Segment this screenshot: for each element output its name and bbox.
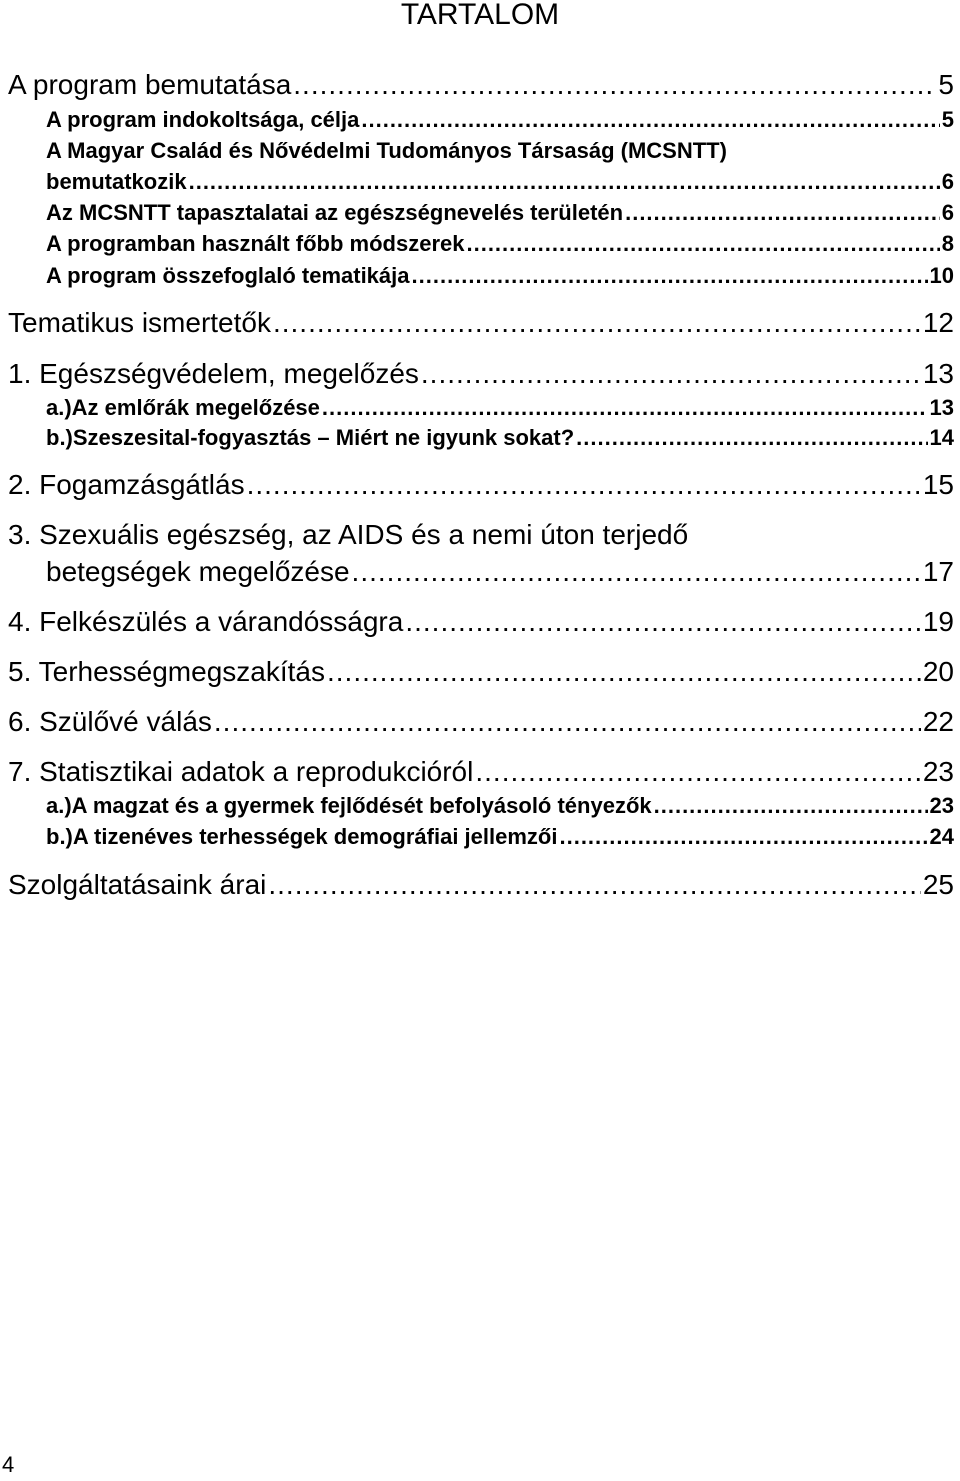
toc-entry[interactable] bbox=[46, 199, 954, 227]
toc-leader-dots bbox=[576, 424, 927, 452]
toc-leader-dots bbox=[327, 655, 921, 689]
toc-entry[interactable] bbox=[8, 755, 954, 789]
toc-entry-label: A programban használt főbb módszerek bbox=[46, 231, 465, 256]
toc-entry[interactable] bbox=[8, 868, 954, 902]
toc-leader-dots bbox=[466, 230, 939, 258]
toc-entry-page: 6 bbox=[941, 169, 954, 194]
toc-entry-page: 6 bbox=[941, 200, 954, 225]
toc-entry[interactable] bbox=[8, 68, 954, 102]
toc-entry[interactable] bbox=[8, 705, 954, 739]
toc-entry-label: b.)A tizenéves terhességek demográfiai jellemzői bbox=[46, 824, 558, 849]
toc-entry[interactable] bbox=[46, 555, 954, 589]
toc-entry-label-line1: A Magyar Család és Nővédelmi Tudományos Társaság (MCSNTT) bbox=[46, 138, 727, 163]
toc-leader-dots bbox=[352, 555, 921, 589]
toc-entry-page: 8 bbox=[941, 231, 954, 256]
toc-entry[interactable] bbox=[46, 792, 954, 820]
toc-leader-dots bbox=[214, 705, 921, 739]
toc-leader-dots bbox=[293, 68, 936, 102]
toc-entry-page: 13 bbox=[922, 358, 954, 389]
toc-entry[interactable] bbox=[8, 357, 954, 391]
toc-entry-label: 6. Szülővé válás bbox=[8, 706, 212, 737]
toc-leader-dots bbox=[268, 868, 920, 902]
toc-entry-page: 17 bbox=[922, 556, 954, 587]
toc-entry-page: 22 bbox=[922, 706, 954, 737]
toc-entry[interactable] bbox=[8, 468, 954, 502]
toc-entry-label: 5. Terhességmegszakítás bbox=[8, 656, 325, 687]
toc-entry-label: a.)Az emlőrák megelőzése bbox=[46, 395, 320, 420]
toc-leader-dots bbox=[625, 199, 940, 227]
toc-entry-label: Az MCSNTT tapasztalatai az egészségnevelés területén bbox=[46, 200, 624, 225]
toc-entry-page: 23 bbox=[929, 793, 954, 818]
toc-leader-dots bbox=[421, 357, 921, 391]
toc-entry[interactable] bbox=[46, 823, 954, 851]
toc-entry[interactable] bbox=[46, 394, 954, 422]
toc-leader-dots bbox=[247, 468, 921, 502]
toc-entry-page: 15 bbox=[922, 469, 954, 500]
toc-entry-page: 24 bbox=[929, 824, 954, 849]
toc-entry-label: A program bemutatása bbox=[8, 69, 292, 100]
toc-entry-label-line1: 3. Szexuális egészség, az AIDS és a nemi úton terjedő bbox=[8, 519, 689, 550]
toc-entry-label: Szolgáltatásaink árai bbox=[8, 869, 267, 900]
toc-entry-page: 10 bbox=[929, 263, 954, 288]
toc-entry-page: 20 bbox=[922, 656, 954, 687]
toc-entry-label: 7. Statisztikai adatok a reprodukcióról bbox=[8, 756, 474, 787]
toc-entry-label: b.)Szeszesital-fogyasztás – Miért ne igyunk sokat? bbox=[46, 425, 575, 450]
toc-entry-label: 4. Felkészülés a várandósságra bbox=[8, 606, 404, 637]
toc-entry[interactable] bbox=[8, 655, 954, 689]
toc-entry-page: 19 bbox=[922, 606, 954, 637]
toc-entry-label: a.)A magzat és a gyermek fejlődését befolyásoló tényezők bbox=[46, 793, 652, 818]
toc-leader-dots bbox=[475, 755, 920, 789]
toc-entry[interactable] bbox=[46, 106, 954, 134]
toc-entry-page: 5 bbox=[941, 107, 954, 132]
toc-entry[interactable] bbox=[46, 230, 954, 258]
toc-leader-dots bbox=[361, 106, 939, 134]
toc-leader-dots bbox=[654, 792, 928, 820]
toc-leader-dots bbox=[322, 394, 928, 422]
toc-entry-label: betegségek megelőzése bbox=[46, 556, 350, 587]
toc-entry[interactable] bbox=[8, 605, 954, 639]
toc-entry-label: Tematikus ismertetők bbox=[8, 307, 271, 338]
toc-leader-dots bbox=[189, 168, 940, 196]
toc-entry-label: A program indokoltsága, célja bbox=[46, 107, 360, 132]
toc-entry-label: bemutatkozik bbox=[46, 169, 187, 194]
toc-entry[interactable] bbox=[46, 262, 954, 290]
toc-leader-dots bbox=[559, 823, 927, 851]
toc-entry[interactable] bbox=[8, 306, 954, 340]
toc-entry-label: 2. Fogamzásgátlás bbox=[8, 469, 245, 500]
toc-entry-page: 14 bbox=[929, 425, 954, 450]
toc-entry-page: 12 bbox=[922, 307, 954, 338]
toc-leader-dots bbox=[412, 262, 928, 290]
toc-entry-label: A program összefoglaló tematikája bbox=[46, 263, 410, 288]
toc-entry-label: 1. Egészségvédelem, megelőzés bbox=[8, 358, 419, 389]
toc-title: TARTALOM bbox=[400, 0, 560, 31]
toc-leader-dots bbox=[405, 605, 921, 639]
toc-entry-page: 5 bbox=[938, 69, 954, 100]
toc-entry-page: 13 bbox=[929, 395, 954, 420]
page-number: 4 bbox=[2, 1452, 15, 1477]
toc-entry-page: 23 bbox=[922, 756, 954, 787]
toc-entry[interactable] bbox=[46, 424, 954, 452]
toc-entry-page: 25 bbox=[922, 869, 954, 900]
toc-leader-dots bbox=[273, 306, 921, 340]
toc-entry[interactable] bbox=[46, 168, 954, 196]
